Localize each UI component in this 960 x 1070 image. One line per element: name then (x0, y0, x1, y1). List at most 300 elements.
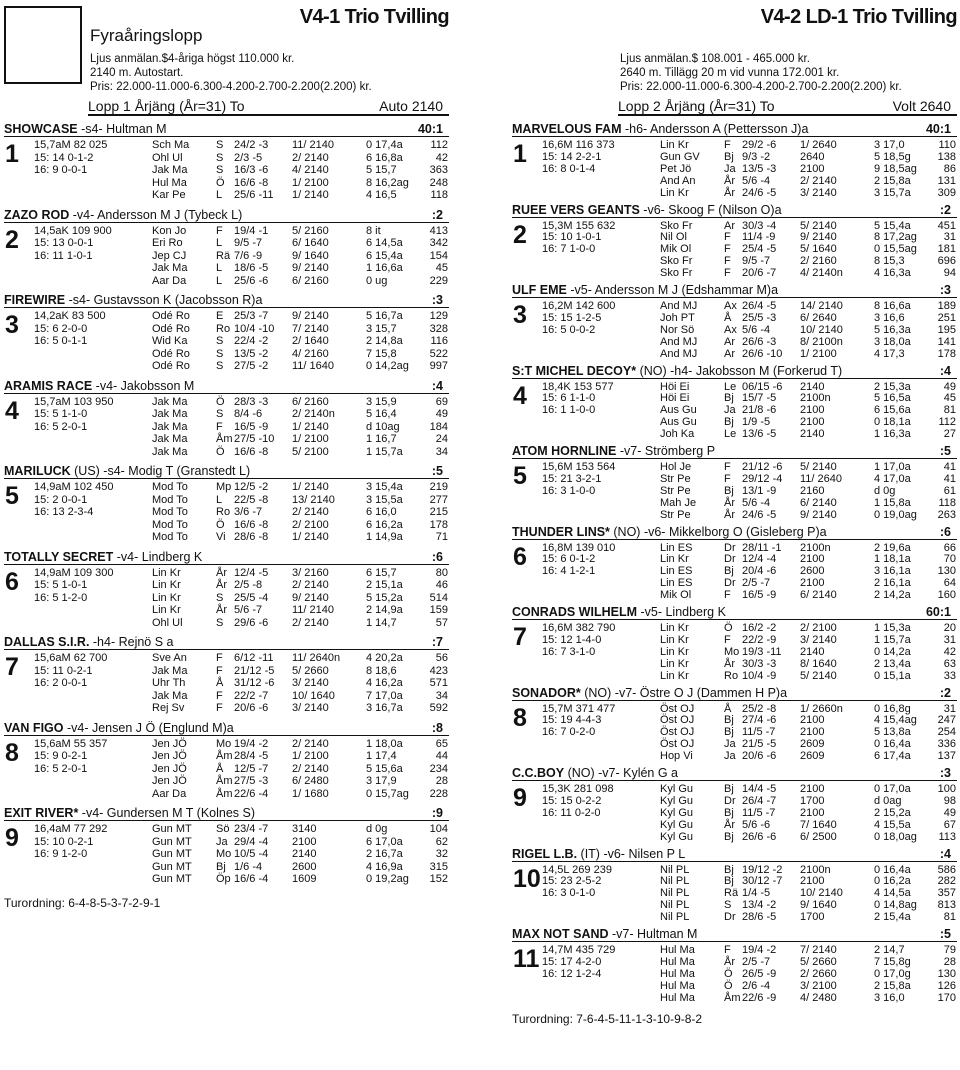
race-cell-odd: 113 (938, 830, 956, 843)
horse-odds: 60:1 (925, 605, 951, 619)
horse-name-bar (512, 927, 957, 942)
race-cell-drv: Hul Ma (660, 955, 695, 968)
race-cell-pl: 28/11 -1 (742, 541, 782, 554)
race-cell-dist: 2100 (800, 783, 825, 795)
horse-stat-line: 15: 11 0-2-1 (34, 664, 93, 677)
race-cell-shoe: L (216, 189, 223, 202)
race-cell-shoe: Dr (724, 577, 736, 590)
race-cell-res: 2 15,4a (874, 911, 911, 924)
race-cell-dist: 4/ 2140n (800, 267, 843, 280)
race-cell-dist: 2100 (800, 416, 825, 429)
race-cell-pl: 29/4 -4 (234, 835, 269, 848)
race-cell-dist: 2600 (800, 565, 825, 578)
race-cell-dist: 2100 (800, 875, 825, 888)
race-cell-drv: Öst OJ (660, 726, 695, 739)
race-cell-drv: Lin ES (660, 565, 693, 578)
race-cell-shoe: L (216, 237, 223, 250)
race-cell-shoe: År (724, 174, 735, 187)
race-cell-shoe: Bj (724, 830, 734, 843)
race-cell-pl: 20/6 -6 (742, 750, 777, 763)
race-cell-shoe: F (216, 652, 223, 664)
race-cell-pl: 19/4 -1 (234, 224, 269, 237)
race-cell-dist: 2100 (800, 162, 825, 175)
race-cell-pl: 25/5 -4 (234, 591, 269, 604)
race-cell-shoe: Å (216, 762, 224, 775)
race-cell-shoe: Ar (724, 347, 735, 360)
race-cell-drv: Hul Ma (660, 979, 695, 992)
race-cell-drv: Lin Kr (660, 553, 689, 566)
race-cell-dist: 1/ 2100 (292, 433, 329, 446)
horse-odds: :5 (431, 464, 443, 478)
race-cell-pl: 5/6 -7 (234, 604, 263, 617)
horse-info: -v6- Skoog F (Nilson O)a (639, 202, 782, 217)
race-result-row (660, 750, 956, 763)
race-cell-pl: 12/4 -4 (742, 553, 777, 566)
race-cell-pl: 27/5 -2 (234, 360, 269, 373)
race-cell-res: 6 15,4a (366, 249, 403, 262)
race-cell-shoe: Åm (216, 750, 233, 763)
race-cell-drv: Lin Kr (660, 633, 689, 646)
race-cell-drv: Wid Ka (152, 335, 188, 348)
race-cell-res: 4 16,3a (874, 267, 911, 280)
horse-stat-line: 16,2M 142 600 (542, 300, 616, 312)
race-cell-drv: Jak Ma (152, 445, 188, 458)
race-cell-res: 8 16,2ag (366, 176, 409, 189)
race-cell-shoe: Bj (724, 806, 734, 819)
horse-name: MARILUCK (4, 464, 71, 478)
race-cell-odd: 997 (429, 360, 448, 373)
race-cell-pl: 26/5 -9 (742, 967, 777, 980)
race-cell-drv: And MJ (660, 335, 698, 348)
race-cell-pl: 10/4 -9 (742, 669, 777, 682)
horse-entry (512, 847, 957, 928)
race-cell-dist: 10/ 2140 (800, 887, 843, 900)
race-cell-odd: 94 (943, 267, 956, 280)
condition-line: 2140 m. Autostart. (90, 67, 184, 79)
race-cell-res: 0 15,5ag (874, 243, 917, 256)
race-cell-pl: 26/6 -3 (742, 335, 777, 348)
horse-stat-line: 16: 7 0-2-0 (542, 726, 596, 739)
race-cell-drv: Gun MT (152, 823, 192, 835)
race-cell-drv: Sch Ma (152, 139, 190, 151)
race-cell-pl: 13/5 -3 (742, 162, 777, 175)
race-cell-odd: 282 (937, 875, 956, 888)
race-cell-odd: 112 (938, 416, 956, 429)
race-cell-odd: 42 (435, 151, 448, 164)
race-cell-shoe: Åm (724, 991, 741, 1004)
race-cell-res: 5 16,7a (366, 310, 403, 322)
race-cell-drv: Hul Ma (660, 967, 695, 980)
race-cell-dist: 2140 (292, 848, 317, 861)
horse-stat-line: 16: 4 1-2-1 (542, 565, 596, 578)
start-number: 2 (513, 220, 527, 249)
race-cell-pl: 2/5 -8 (234, 579, 263, 592)
horse-stat-line: 15: 6 0-1-2 (542, 553, 596, 566)
race-cell-pl: 2/5 -7 (742, 955, 771, 968)
race-cell-shoe: År (724, 186, 735, 199)
horse-stat-line: 16: 5 2-0-1 (34, 762, 88, 775)
race-cell-drv: Mah Je (660, 496, 697, 509)
race-result-row (660, 162, 956, 175)
race-cell-res: 2 15,3a (874, 380, 911, 393)
horse-odds: :3 (939, 283, 951, 297)
race-cell-dist: 5/ 2140 (800, 219, 837, 232)
race-cell-res: 2 15,1a (366, 579, 403, 592)
race-cell-res: 0 19,0ag (874, 508, 917, 521)
race-result-row (152, 335, 448, 348)
race-cell-shoe: Bj (724, 416, 734, 429)
race-cell-pl: 26/6 -10 (742, 347, 783, 360)
race-cell-shoe: F (724, 139, 731, 151)
race-result-row (660, 508, 956, 521)
horse-name-bar (512, 444, 957, 459)
race-cell-dist: 9/ 2140 (292, 262, 329, 275)
race-cell-dist: 2100n (800, 392, 831, 405)
horse-name-bar (4, 806, 449, 821)
horse-odds: :5 (939, 927, 951, 941)
race-cell-odd: 514 (429, 591, 448, 604)
race-cell-shoe: Ro (216, 322, 231, 335)
race-cell-res: 1 18,1a (874, 553, 911, 566)
race-cell-drv: Jak Ma (152, 408, 188, 421)
lopp-label: Lopp 1 Årjäng (År=31) To (88, 98, 245, 114)
race-result-row (660, 806, 956, 819)
race-cell-odd: 170 (937, 991, 956, 1004)
race-cell-res: 0 14,2a (874, 645, 911, 658)
race-result-row (660, 404, 956, 417)
race-cell-drv: Lin Kr (152, 604, 181, 617)
race-cell-odd: 46 (435, 579, 448, 592)
race-cell-pl: 9/5 -7 (742, 255, 771, 268)
race-cell-shoe: L (216, 262, 223, 275)
horse-stat-line: 15: 14 0-1-2 (34, 151, 94, 164)
race-cell-dist: 6/ 1640 (292, 237, 329, 250)
race-cell-pl: 15/7 -5 (742, 392, 777, 405)
horse-entry (512, 525, 957, 606)
race-cell-res: 5 16,3a (874, 323, 911, 336)
race-cell-shoe: S (216, 591, 224, 604)
race-cell-drv: Lin Kr (660, 139, 689, 151)
horse-stat-line: 15: 2 0-0-1 (34, 493, 88, 506)
horse-name: RUEE VERS GEANTS (512, 202, 640, 217)
race-cell-odd: 342 (429, 237, 448, 250)
race-cell-pl: 16/6 -4 (234, 873, 269, 886)
race-cell-odd: 33 (943, 669, 956, 682)
horse-list (512, 122, 957, 1008)
race-cell-pl: 7/6 -9 (234, 249, 263, 262)
horse-stat-line: 16: 3 0-1-0 (542, 887, 596, 900)
race-cell-odd: 34 (435, 689, 448, 702)
race-result-row (152, 164, 448, 177)
race-cell-drv: Aus Gu (660, 404, 697, 417)
race-cell-shoe: Ö (724, 622, 733, 634)
race-cell-dist: 2140 (800, 428, 825, 441)
race-cell-res: 2 13,4a (874, 657, 911, 670)
race-cell-odd: 423 (429, 664, 448, 677)
race-cell-pl: 26/4 -7 (742, 794, 777, 807)
race-cell-odd: 247 (937, 714, 956, 727)
race-cell-dist: 2100 (800, 553, 825, 566)
race-result-row (152, 579, 448, 592)
race-result-row (660, 267, 956, 280)
race-cell-res: 6 14,5a (366, 237, 403, 250)
condition-line: 2640 m. Tillägg 20 m vid vunna 172.001 kr. (620, 67, 840, 79)
race-cell-res: 5 15,4a (874, 219, 911, 232)
race-result-row (152, 274, 448, 288)
horse-odds: :6 (431, 549, 443, 564)
race-cell-dist: 2100 (292, 835, 317, 848)
race-cell-res: 1 17,0a (874, 461, 911, 473)
race-cell-pl: 21/5 -5 (742, 738, 777, 751)
race-cell-res: 6 16,0 (366, 506, 397, 519)
race-cell-dist: 5/ 2660 (800, 955, 837, 968)
horse-stat-line: 18,4K 153 577 (542, 380, 614, 393)
race-cell-pl: 5/6 -4 (742, 174, 771, 187)
race-cell-dist: 1609 (292, 873, 317, 886)
race-cell-odd: 131 (937, 174, 956, 187)
race-cell-dist: 6/ 2160 (292, 395, 329, 408)
race-cell-dist: 1/ 2100 (292, 176, 329, 189)
race-cell-shoe: F (216, 664, 223, 677)
race-cell-drv: Nil PL (660, 911, 690, 924)
race-cell-res: 0 14,8ag (874, 899, 917, 912)
horse-name: EXIT RIVER* (4, 806, 79, 820)
race-cell-odd: 277 (429, 493, 448, 506)
race-result-row (660, 577, 956, 590)
horse-entry (4, 293, 449, 379)
race-cell-dist: 2100n (800, 863, 831, 876)
race-cell-dist: 1/ 2100 (800, 347, 837, 360)
race-cell-dist: 1/ 2140 (292, 481, 329, 493)
race-cell-shoe: Ja (216, 835, 228, 848)
race-cell-res: 0 18,1a (874, 416, 911, 429)
race-result-row (660, 335, 956, 348)
race-result-row (660, 911, 956, 924)
race-cell-res: 5 16,5a (874, 392, 911, 405)
race-cell-pl: 21/8 -6 (742, 404, 777, 417)
race-cell-dist: 2/ 2140 (292, 151, 329, 164)
race-cell-drv: Jak Ma (152, 395, 188, 408)
race-result-row (152, 835, 448, 849)
race-result-row (660, 231, 956, 244)
race-result-row (152, 395, 448, 409)
race-cell-pl: 28/6 -8 (234, 531, 269, 544)
race-result-row (152, 873, 448, 886)
start-number: 6 (5, 567, 19, 596)
horse-stat-line: 16: 9 0-0-1 (34, 164, 88, 177)
condition-line: Ljus anmälan.$4-åriga högst 110.000 kr. (90, 53, 295, 65)
race-cell-res: 0 16,8g (874, 702, 911, 715)
race-cell-odd: 34 (435, 445, 448, 458)
race-cell-odd: 154 (429, 249, 448, 262)
race-cell-drv: And MJ (660, 347, 698, 360)
horse-odds: :4 (431, 378, 443, 393)
race-cell-dist: 5/ 2660 (292, 664, 329, 677)
race-cell-shoe: S (216, 151, 224, 164)
horse-entry (4, 122, 449, 208)
race-cell-drv: Kyl Gu (660, 783, 694, 795)
race-cell-shoe: Bj (216, 860, 226, 873)
horse-odds: :4 (939, 846, 951, 861)
race-cell-res: 2 15,8a (874, 979, 911, 992)
race-cell-odd: 184 (429, 420, 448, 433)
race-cell-shoe: Dr (724, 794, 736, 807)
race-cell-shoe: F (724, 255, 731, 268)
start-number: 6 (513, 542, 527, 571)
race-cell-shoe: Dr (724, 541, 736, 554)
race-result-row (660, 702, 956, 715)
race-cell-shoe: Sö (216, 823, 230, 835)
race-result-row (152, 408, 448, 421)
race-cell-res: 1 14,9a (366, 531, 403, 544)
race-cell-res: 3 16,0 (874, 991, 905, 1004)
start-number: 7 (513, 623, 527, 651)
race-cell-shoe: Ja (724, 750, 736, 763)
race-cell-res: 3 16,6 (874, 311, 905, 324)
race-cell-drv: Mod To (152, 481, 188, 493)
race-cell-dist: 13/ 2140 (292, 493, 335, 506)
race-cell-odd: 98 (943, 794, 956, 807)
race-cell-drv: Uhr Th (152, 677, 186, 690)
horse-name-bar (512, 525, 957, 540)
horse-name: DALLAS S.I.R. (4, 635, 90, 649)
race-cell-pl: 25/5 -3 (742, 311, 777, 324)
race-cell-pl: 29/2 -6 (742, 139, 777, 151)
race-cell-pl: 14/4 -5 (742, 783, 777, 795)
horse-stat-line: 15,7M 371 477 (542, 702, 616, 715)
race-cell-pl: 31/12 -6 (234, 677, 275, 690)
race-cell-dist: 8/ 1640 (800, 657, 837, 670)
horse-name-bar (4, 721, 449, 736)
race-cell-drv: Jen JÖ (152, 775, 187, 788)
horse-stat-line: 15: 10 1-0-1 (542, 231, 602, 244)
race-cell-drv: Mod To (152, 493, 188, 506)
race-cell-pl: 24/2 -3 (234, 139, 269, 151)
race-cell-pl: 16/5 -9 (742, 589, 777, 602)
race-cell-pl: 19/12 -2 (742, 863, 783, 876)
horse-stat-line: 16,4aM 77 292 (34, 823, 108, 835)
race-cell-pl: 28/3 -3 (234, 395, 269, 408)
race-cell-shoe: Mo (216, 848, 232, 861)
race-cell-odd: 181 (937, 243, 956, 256)
horse-name-bar (512, 766, 957, 781)
horse-info: -h6- Andersson A (Pettersson J)a (621, 122, 809, 136)
horse-name-bar (512, 605, 957, 620)
race-cell-odd: 141 (937, 335, 956, 348)
race-cell-pl: 29/12 -4 (742, 472, 783, 485)
race-cell-odd: 178 (937, 347, 956, 360)
race-cell-res: 3 15,7 (366, 322, 397, 335)
race-cell-odd: 116 (430, 335, 448, 348)
race-cell-odd: 586 (937, 863, 956, 876)
race-cell-res: 2 19,6a (874, 541, 911, 554)
race-cell-shoe: Åm (216, 775, 233, 788)
race-cell-drv: Joh PT (660, 311, 695, 324)
race-cell-res: 8 16,6a (874, 300, 911, 312)
race-cell-res: 6 16,2a (366, 518, 403, 531)
race-cell-shoe: F (724, 633, 731, 646)
race-result-row (152, 420, 448, 434)
horse-stat-line: 15: 13 0-0-1 (34, 237, 94, 250)
race-result-row (152, 176, 448, 190)
race-result-row (152, 737, 448, 751)
race-cell-drv: Jak Ma (152, 433, 188, 446)
race-cell-dist: 8/ 2100n (800, 335, 843, 348)
horse-stat-line: 15: 5 1-1-0 (34, 408, 88, 421)
race-cell-drv: Ohl Ul (152, 616, 183, 629)
horse-stat-line: 16: 5 0-1-1 (34, 335, 88, 348)
horse-stat-line: 15: 12 1-4-0 (542, 633, 602, 646)
race-cell-dist: 9/ 2140 (292, 310, 329, 322)
race-cell-dist: 4/ 2480 (800, 991, 837, 1004)
horse-name-bar (512, 283, 957, 298)
start-number: 7 (5, 653, 19, 681)
race-result-row (152, 139, 448, 152)
race-cell-pl: 25/6 -6 (234, 274, 269, 287)
race-cell-pl: 24/6 -5 (742, 508, 777, 521)
race-result-row (660, 300, 956, 312)
race-cell-pl: 27/5 -3 (234, 775, 269, 788)
race-cell-shoe: År (216, 566, 227, 579)
race-cell-pl: 11/4 -9 (742, 231, 776, 244)
race-cell-dist: 9/ 1640 (800, 899, 837, 912)
race-cell-shoe: Ax (724, 300, 737, 312)
race-cell-pl: 8/4 -6 (234, 408, 263, 421)
race-cell-odd: 49 (435, 408, 448, 421)
race-cell-shoe: F (724, 243, 731, 256)
race-cell-shoe: Bj (724, 150, 734, 163)
race-cell-pl: 22/6 -4 (234, 787, 269, 800)
race-cell-dist: 7/ 2140 (292, 322, 329, 335)
race-cell-dist: 6/ 2160 (292, 274, 329, 287)
race-cell-shoe: Bj (724, 863, 734, 876)
race-cell-drv: Nil PL (660, 899, 690, 912)
race-cell-pl: 23/4 -7 (234, 823, 269, 835)
race-cell-odd: 328 (429, 322, 448, 335)
horse-info: -v4- Andersson M J (Tybeck L) (69, 207, 243, 222)
race-cell-res: 6 17,0a (366, 835, 403, 848)
race-cell-dist: 2/ 2140 (800, 174, 837, 187)
horse-odds: :3 (939, 766, 951, 780)
race-cell-res: 5 15,7 (366, 164, 397, 177)
start-number: 9 (5, 824, 19, 852)
race-cell-res: 3 16,1a (874, 565, 911, 578)
race-title: V4-1 Trio Tvilling (299, 6, 449, 28)
race-cell-res: 1 16,3a (874, 428, 911, 441)
race-result-row (660, 979, 956, 992)
race-cell-odd: 56 (435, 652, 448, 664)
race-cell-res: 4 17,0a (874, 472, 911, 485)
race-cell-drv: Mod To (152, 518, 188, 531)
horse-stat-line: 14,9aM 109 300 (34, 566, 114, 579)
horse-name: ULF EME (512, 283, 567, 297)
race-cell-pl: 13/1 -9 (742, 484, 777, 497)
race-cell-pl: 24/6 -5 (742, 186, 777, 199)
horse-stat-line: 15: 14 2-2-1 (542, 150, 602, 163)
race-cell-odd: 67 (943, 818, 956, 831)
right-race-column (512, 4, 957, 1026)
horse-info: -s4- Hultman M (77, 122, 167, 136)
race-cell-pl: 11/5 -7 (742, 726, 776, 739)
horse-stat-line: 16: 5 2-0-1 (34, 420, 88, 433)
race-cell-dist: 11/ 2640n (292, 652, 341, 664)
lopp-label: Lopp 2 Årjäng (År=31) To (618, 98, 775, 114)
race-cell-shoe: Ö (724, 979, 733, 992)
race-cell-dist: 9/ 1640 (292, 249, 329, 262)
horse-entry (4, 721, 449, 807)
horse-name: ATOM HORNLINE (512, 444, 617, 458)
race-cell-res: 0 17,0g (874, 967, 911, 980)
